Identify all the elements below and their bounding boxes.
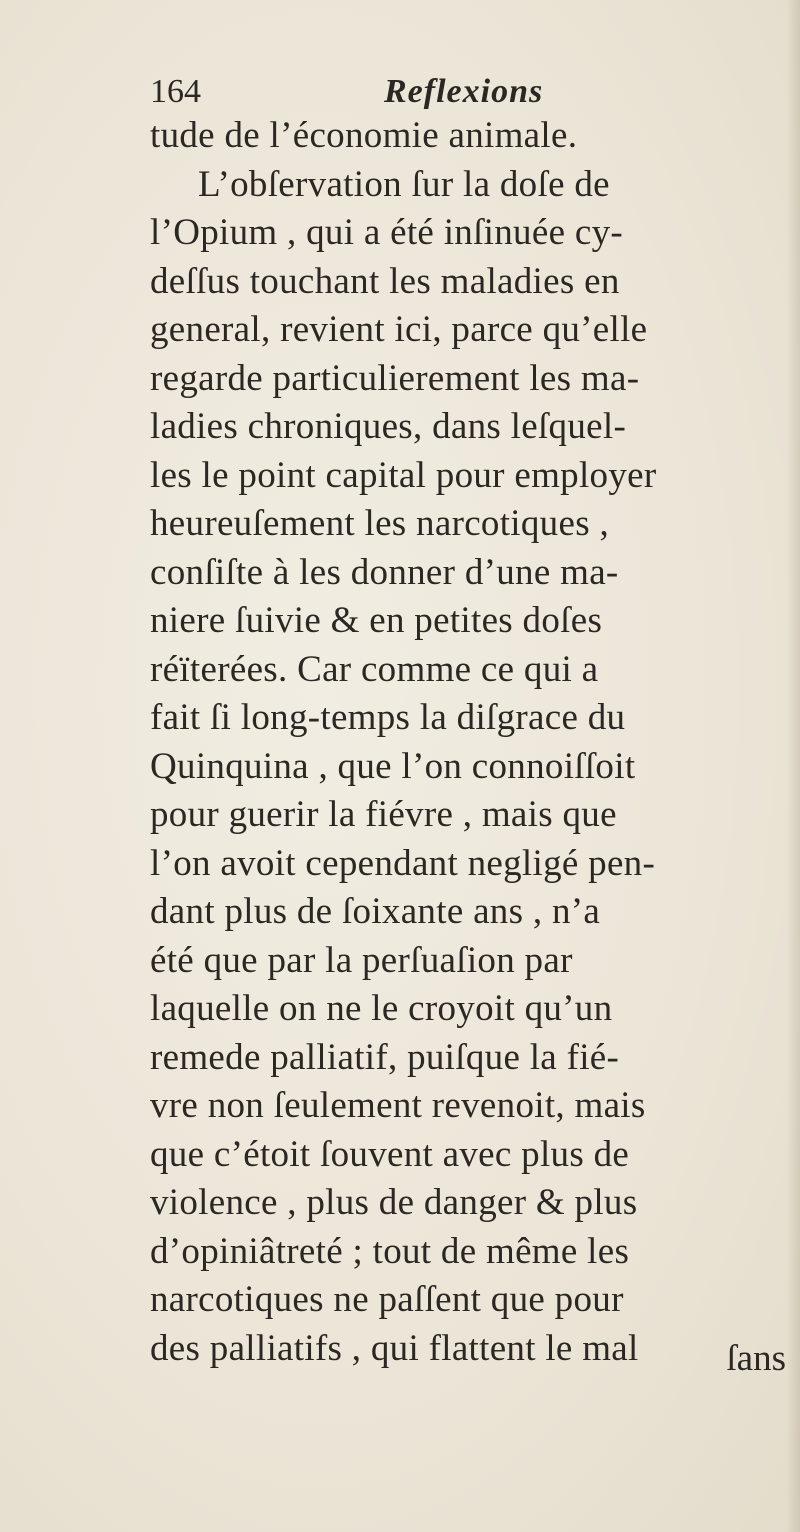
body-text <box>150 112 790 1373</box>
text-line: l’on avoit cependant negligé pen- <box>150 842 656 884</box>
text-line: dant plus de ſoixante ans , n’a <box>150 891 601 932</box>
text-line: remede palliatif, puiſque la fié- <box>150 1036 620 1078</box>
text-line: Quinquina , que l’on connoiſſoit <box>150 745 636 787</box>
text-line: narcotiques ne paſſent que pour <box>150 1279 624 1320</box>
page-header <box>150 70 750 114</box>
catchword: ſans <box>726 1338 786 1379</box>
page-number: 164 <box>150 73 201 110</box>
text-line: regarde particulierement les ma- <box>150 357 640 399</box>
running-head: Reflexions <box>384 73 544 110</box>
text-line: general, revient ici, parce qu’elle <box>150 309 648 350</box>
text-line: tude de l’économie animale. <box>150 115 578 156</box>
text-line: niere ſuivie & en petites doſes <box>150 600 603 641</box>
text-line: pour guerir la fiévre , mais que <box>150 794 617 835</box>
text-line: l’Opium , qui a été inſinuée cy- <box>150 212 623 253</box>
text-line: d’opiniâtreté ; tout de même les <box>150 1230 630 1272</box>
text-line: heureuſement les narcotiques , <box>150 503 609 544</box>
text-line: des palliatifs , qui flattent le mal <box>150 1327 639 1369</box>
catchword-line <box>150 1335 786 1383</box>
text-line: violence , plus de danger & plus <box>150 1182 638 1223</box>
text-line: fait ſi long-temps la diſgrace du <box>150 697 626 738</box>
text-line: réïterées. Car comme ce qui a <box>150 648 599 690</box>
text-line: été que par la perſuaſion par <box>150 939 573 981</box>
text-line: que c’étoit ſouvent avec plus de <box>150 1133 630 1175</box>
text-line: vre non ſeulement revenoit, mais <box>150 1085 646 1126</box>
text-line: laquelle on ne le croyoit qu’un <box>150 988 613 1029</box>
text-line: les le point capital pour employer <box>150 454 657 496</box>
text-line: conſiſte à les donner d’une ma- <box>150 551 619 593</box>
text-line: deſſus touchant les maladies en <box>150 260 620 302</box>
text-line: ladies chroniques, dans leſquel- <box>150 406 627 447</box>
text-line: L’obſervation ſur la doſe de <box>198 163 610 205</box>
